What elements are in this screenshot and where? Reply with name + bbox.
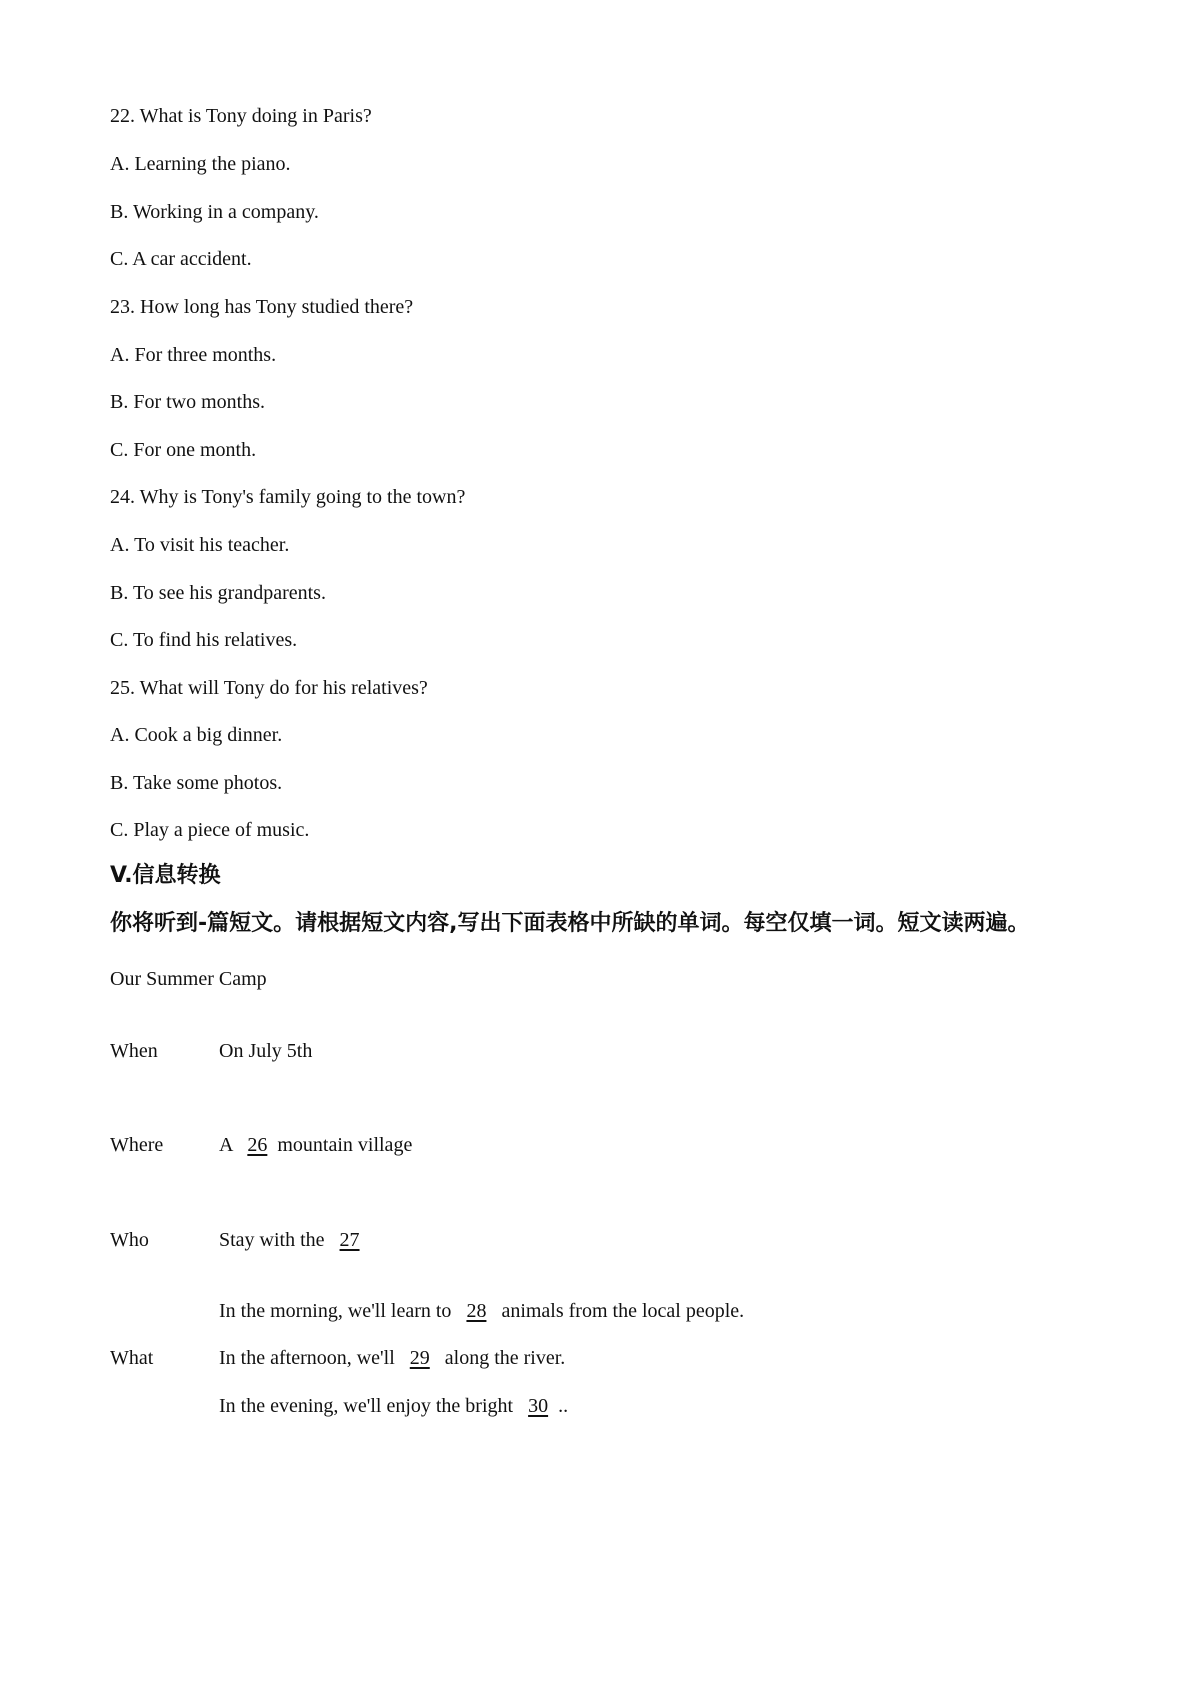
option-25-a: A. Cook a big dinner.: [110, 724, 283, 746]
option-22-c: C. A car accident.: [110, 248, 252, 270]
question-22: 22. What is Tony doing in Paris?: [110, 105, 372, 127]
where-pre: A: [219, 1134, 233, 1156]
row-content-where: [219, 1133, 412, 1157]
what-line-3-post: ..: [558, 1395, 569, 1417]
option-22-b: B. Working in a company.: [110, 201, 319, 223]
what-line-2: [219, 1346, 565, 1370]
row-label-who: Who: [110, 1229, 149, 1251]
question-23: 23. How long has Tony studied there?: [110, 296, 414, 318]
row-label-what: What: [110, 1347, 154, 1369]
blank-27: 27: [339, 1229, 360, 1251]
option-23-c: C. For one month.: [110, 439, 257, 461]
question-24: 24. Why is Tony's family going to the town?: [110, 486, 466, 508]
blank-30: 30: [528, 1395, 549, 1417]
blank-26: 26: [247, 1134, 268, 1156]
option-24-b: B. To see his grandparents.: [110, 582, 326, 604]
option-24-a: A. To visit his teacher.: [110, 534, 290, 556]
option-23-b: B. For two months.: [110, 391, 266, 413]
option-22-a: A. Learning the piano.: [110, 153, 291, 175]
what-line-1-pre: In the morning, we'll learn to: [219, 1300, 452, 1322]
question-25: 25. What will Tony do for his relatives?: [110, 677, 428, 699]
blank-29: 29: [409, 1347, 430, 1369]
what-line-2-pre: In the afternoon, we'll: [219, 1347, 395, 1369]
what-line-3: [219, 1394, 568, 1418]
where-post: mountain village: [277, 1134, 413, 1156]
row-label-where: Where: [110, 1134, 164, 1156]
row-label-when: When: [110, 1040, 158, 1062]
section-title: V.信息转换: [110, 863, 221, 888]
option-24-c: C. To find his relatives.: [110, 629, 298, 651]
blank-28: 28: [466, 1300, 487, 1322]
what-line-1-post: animals from the local people.: [501, 1300, 745, 1322]
section-instruction: 你将听到-篇短文。请根据短文内容,写出下面表格中所缺的单词。每空仅填一词。短文读两遍。: [110, 911, 1030, 936]
who-pre: Stay with the: [219, 1229, 325, 1251]
table-title: Our Summer Camp: [110, 968, 267, 990]
what-line-1: [219, 1299, 744, 1323]
row-content-when: On July 5th: [219, 1040, 313, 1062]
row-content-who: [219, 1228, 370, 1252]
option-25-c: C. Play a piece of music.: [110, 819, 310, 841]
option-23-a: A. For three months.: [110, 344, 277, 366]
what-line-3-pre: In the evening, we'll enjoy the bright: [219, 1395, 514, 1417]
what-line-2-post: along the river.: [444, 1347, 566, 1369]
option-25-b: B. Take some photos.: [110, 772, 283, 794]
